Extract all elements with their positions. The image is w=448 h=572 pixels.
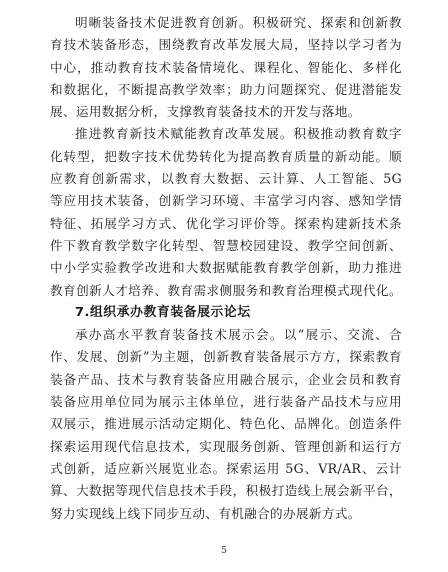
page-number: 5 (221, 546, 227, 556)
paragraph-technology-innovation (50, 12, 402, 123)
paragraph-exhibition (50, 324, 402, 525)
text-line: 应教育创新需求，以教育大数据、云计算、人工智能、5G (50, 171, 402, 187)
text-line: 明晰装备技术促进教育创新。积极研究、探索和创新教 (75, 15, 402, 30)
text-line: 式创新，适应新兴展览业态。探索运用 5G、VR/AR、云计 (50, 460, 402, 476)
text-line: 双展示，推进展示活动定期化、特色化、品牌化。创造条件 (50, 416, 402, 432)
text-line: 中小学实验教学改进和大数据赋能教育教学创新，助力推进 (50, 260, 402, 276)
text-line: 特征、拓展学习方式、优化学习评价等。探索构建新技术条 (50, 215, 402, 231)
text-line: 化转型，把数字技术优势转化为提高教育质量的新动能。顺 (50, 148, 402, 164)
text-line: 教育创新人才培养、教育需求侧服务和教育治理模式现代化。 (50, 282, 402, 298)
text-line: 和数据化，不断提高教学效率；助力问题探究、促进潜能发 (50, 81, 402, 97)
text-line: 作、发展、创新”为主题，创新教育装备展示方方，探索教育 (50, 349, 402, 365)
text-line: 承办高水平教育装备技术展示会。以“展示、交流、合 (75, 327, 402, 343)
text-line: 算、大数据等现代信息技术手段，积极打造线上展会新平台， (50, 483, 402, 499)
section-heading: 7.组织承办教育装备展示论坛 (75, 304, 251, 320)
text-line: 装备应用单位同为展示主体单位，进行装备产品技术与应用 (50, 394, 402, 410)
text-line: 展、运用数据分析，支撑教育装备技术的开发与落地。 (50, 104, 361, 120)
text-line: 育技术装备形态，围绕教育改革发展大局，坚持以学习者为 (50, 37, 402, 53)
text-line: 中心，推动教育技术装备情境化、课程化、智能化、多样化 (50, 59, 402, 75)
text-line: 等应用技术装备，创新学习环境、丰富学习内容、感知学情 (50, 193, 402, 209)
paragraph-new-technology-empowerment (50, 123, 402, 301)
text-line: 装备产品、技术与教育装备应用融合展示，企业会员和教育 (50, 371, 402, 387)
text-line: 件下教育教学数字化转型、智慧校园建设、教学空间创新、 (50, 237, 402, 253)
text-line: 探索运用现代信息技术，实现服务创新、管理创新和运行方 (50, 438, 402, 454)
text-line: 推进教育新技术赋能教育改革发展。积极推动教育数字 (75, 126, 402, 142)
text-line: 努力实现线上线下同步互动、有机融合的办展新方式。 (50, 505, 361, 521)
